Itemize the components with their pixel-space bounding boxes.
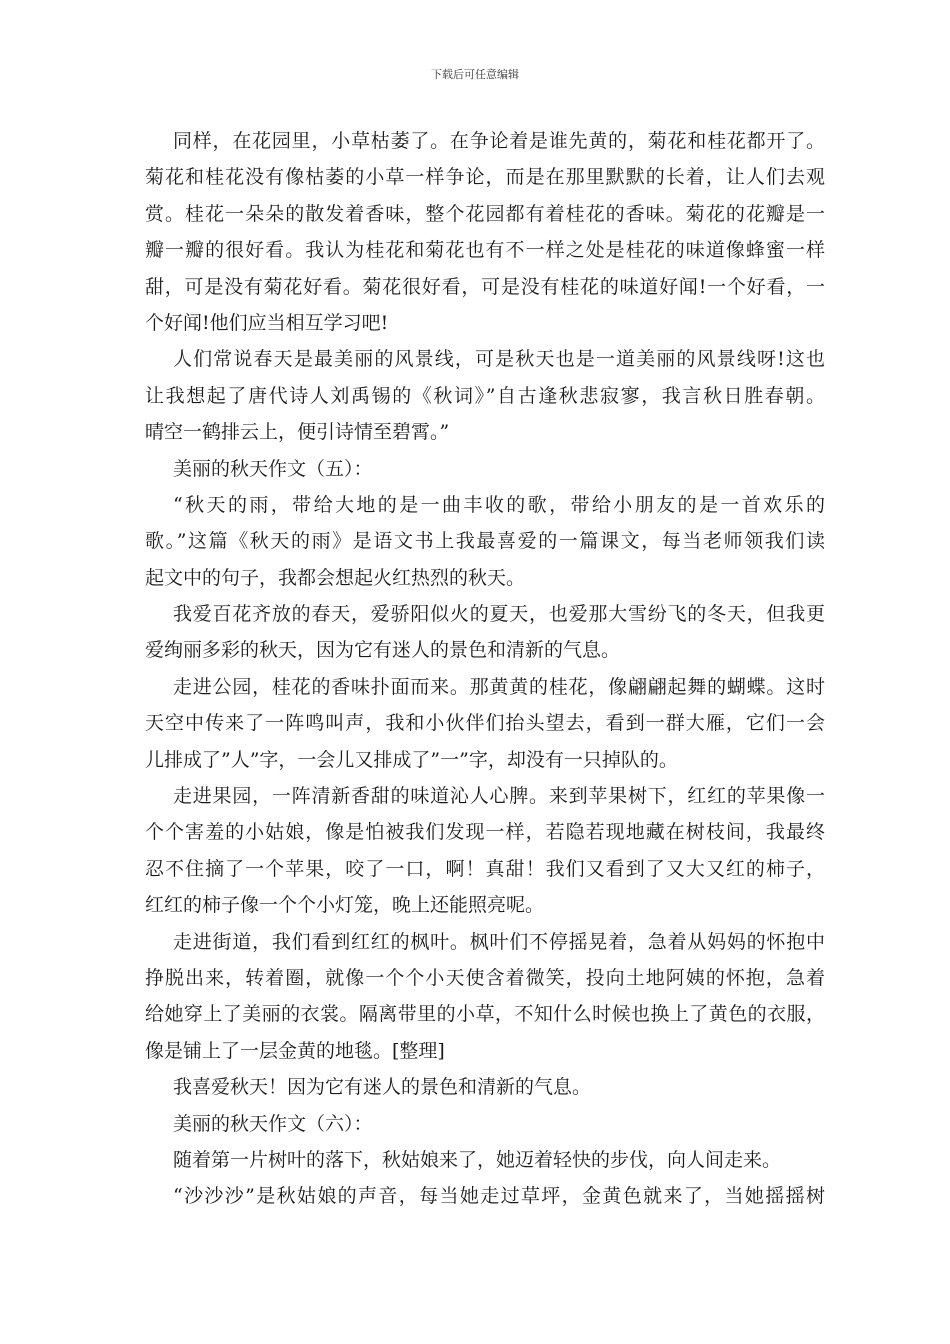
text-line: 红红的柿子像一个个小灯笼，晚上还能照亮呢。: [145, 894, 545, 917]
text-line: 忍不住摘了一个苹果，咬了一口，啊！真甜！我们又看到了又大又红的柿子，: [145, 857, 825, 880]
text-line: 个个害羞的小姑娘，像是怕被我们发现一样，若隐若现地藏在树枝间，我最终: [145, 821, 825, 844]
text-line: 像是铺上了一层金黄的地毯。[整理]: [145, 1039, 445, 1062]
text-line: 同样，在花园里，小草枯萎了。在争论着是谁先黄的，菊花和桂花都开了。: [173, 130, 825, 152]
text-line: 菊花和桂花没有像枯萎的小草一样争论，而是在那里默默的长着，让人们去观: [145, 166, 825, 189]
text-line: 挣脱出来，转着圈，就像一个个小天使含着微笑，投向土地阿姨的怀抱，急着: [145, 966, 825, 989]
text-line: 歌。”这篇《秋天的雨》是语文书上我最喜爱的一篇课文，每当老师领我们读: [145, 530, 825, 553]
text-line: 赏。桂花一朵朵的散发着香味，整个花园都有着桂花的香味。菊花的花瓣是一: [145, 202, 825, 225]
text-line: 我爱百花齐放的春天，爱骄阳似火的夏天，也爱那大雪纷飞的冬天，但我更: [173, 603, 825, 626]
text-line: 天空中传来了一阵鸣叫声，我和小伙伴们抬头望去，看到一群大雁，它们一会: [145, 712, 825, 735]
text-line: 我喜爱秋天！因为它有迷人的景色和清新的气息。: [173, 1076, 592, 1099]
text-line: 爱绚丽多彩的秋天，因为它有迷人的景色和清新的气息。: [145, 639, 621, 662]
text-line: 走进街道，我们看到红红的枫叶。枫叶们不停摇晃着，急着从妈妈的怀抱中: [173, 930, 825, 953]
text-line: 个好闻!他们应当相互学习吧!: [145, 311, 389, 334]
text-line: 给她穿上了美丽的衣裳。隔离带里的小草，不知什么时候也换上了黄色的衣服，: [145, 1003, 825, 1026]
text-line: 让我想起了唐代诗人刘禹锡的《秋词》”自古逢秋悲寂寥，我言秋日胜春朝。: [145, 384, 825, 407]
text-line: 甜，可是没有菊花好看。菊花很好看，可是没有桂花的味道好闻!一个好看，一: [145, 275, 825, 298]
text-line: 儿排成了”人”字，一会儿又排成了”一”字，却没有一只掉队的。: [145, 748, 678, 771]
section-heading: 美丽的秋天作文（五）：: [173, 457, 373, 480]
body-text: [145, 123, 825, 1215]
section-heading: 美丽的秋天作文（六）：: [173, 1112, 373, 1135]
text-line: 随着第一片树叶的落下，秋姑娘来了，她迈着轻快的步伐，向人间走来。: [173, 1148, 782, 1171]
text-line: 人们常说春天是最美丽的风景线，可是秋天也是一道美丽的风景线呀!这也: [173, 348, 825, 371]
text-line: 起文中的句子，我都会想起火红热烈的秋天。: [145, 566, 526, 589]
text-line: 走进果园，一阵清新香甜的味道沁人心脾。来到苹果树下，红红的苹果像一: [173, 785, 825, 808]
header-watermark: 下载后可任意编辑: [431, 68, 519, 81]
text-line: 瓣一瓣的很好看。我认为桂花和菊花也有不一样之处是桂花的味道像蜂蜜一样: [145, 239, 825, 262]
text-line: “秋天的雨，带给大地的是一曲丰收的歌，带给小朋友的是一首欢乐的: [173, 493, 825, 516]
text-line: 晴空一鹤排云上，便引诗情至碧霄。”: [145, 421, 450, 444]
text-line: 走进公园，桂花的香味扑面而来。那黄黄的桂花，像翩翩起舞的蝴蝶。这时: [173, 675, 825, 698]
text-line: “沙沙沙”是秋姑娘的声音，每当她走过草坪，金黄色就来了，当她摇摇树: [173, 1185, 825, 1208]
